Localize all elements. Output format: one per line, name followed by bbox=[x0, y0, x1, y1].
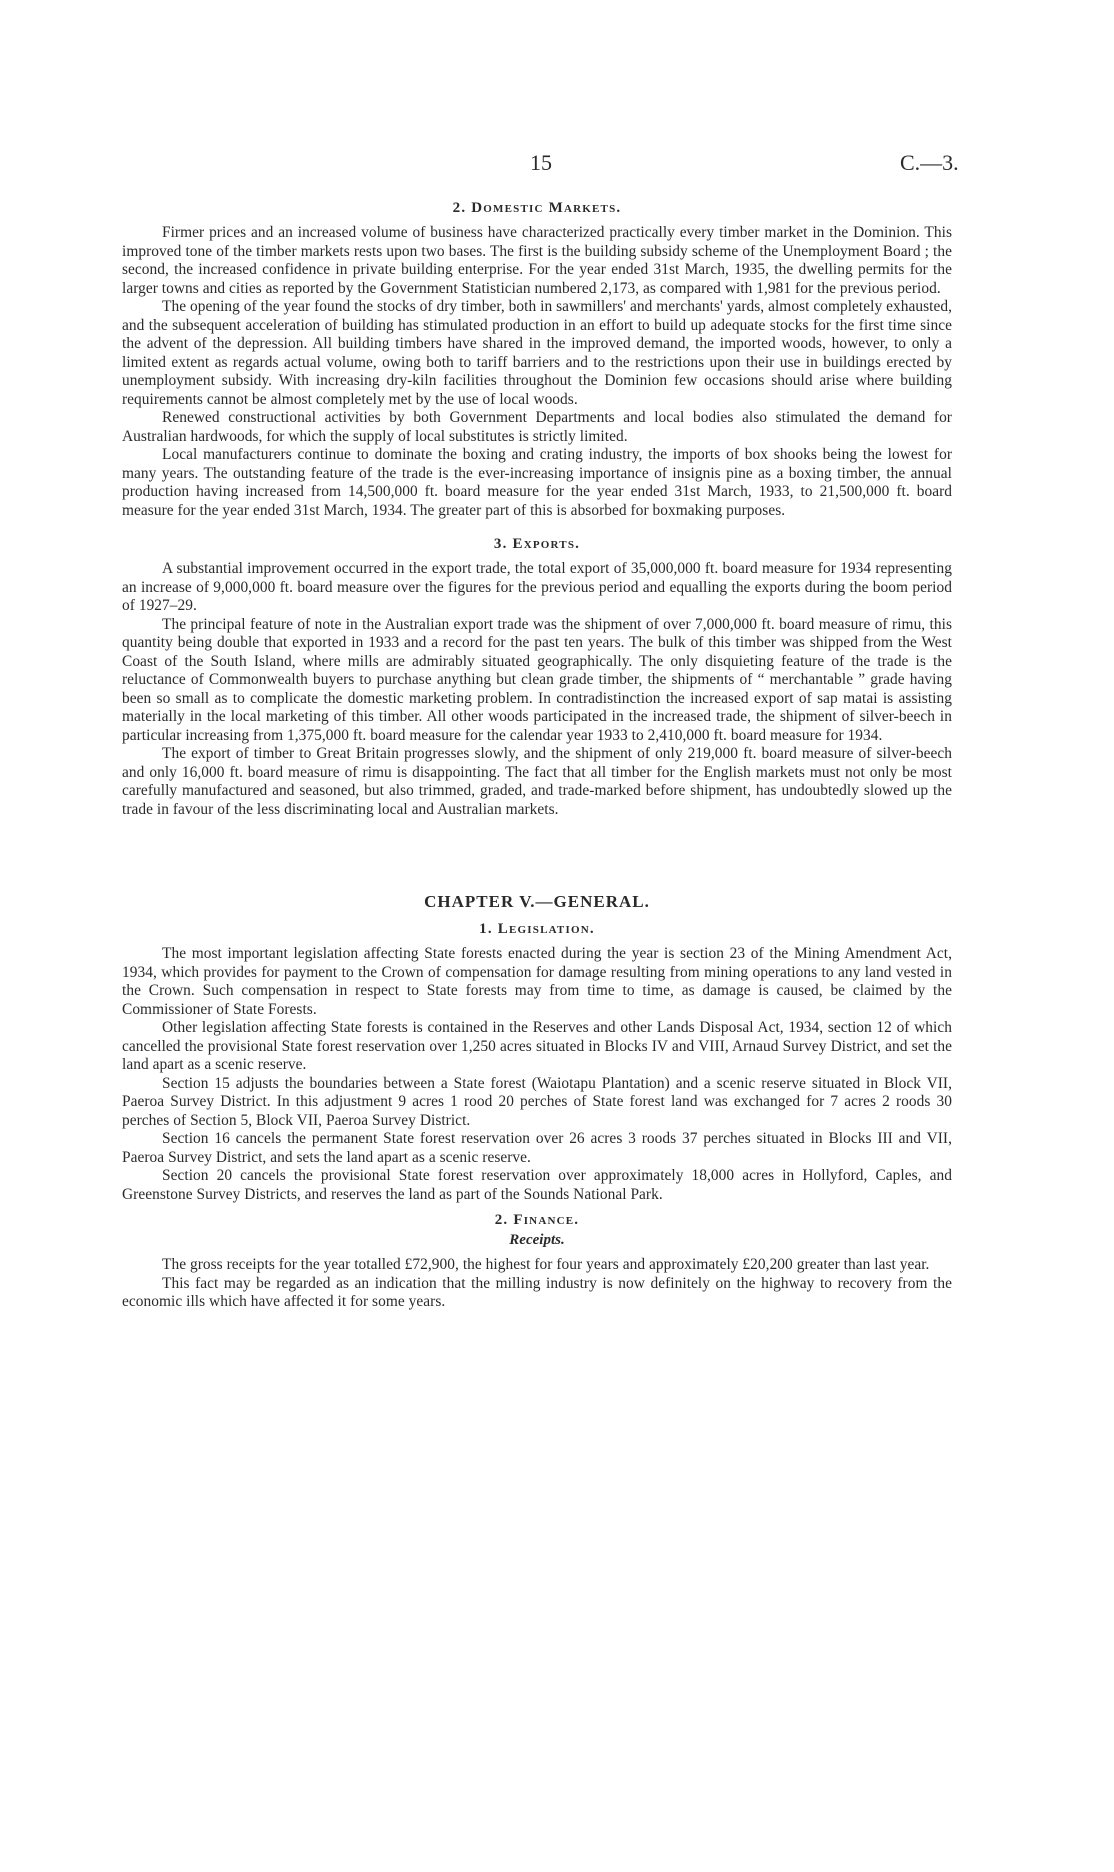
paragraph: A substantial improvement occurred in the export trade, the total export of 35,000,000 ft. board measure for 1934 representing an increase of 9,000,000 ft. board measure over the figures for the previous period and equalling the exports during the boom period of 1927–29. bbox=[122, 560, 952, 614]
paragraph: Renewed constructional activities by both Government Departments and local bodies also stimulated the demand for Australian hardwoods, for which the supply of local substitutes is strictly limited. bbox=[122, 409, 952, 445]
section-heading-exports: 3. Exports. bbox=[493, 536, 581, 552]
page-body bbox=[122, 198, 952, 1312]
paragraph: The principal feature of note in the Australian export trade was the shipment of over 7,000,000 ft. board measure of rimu, this quantity being double that exported in 1933 and a record for the past ten years. The bulk of this timber was shipped from the West Coast of the South Island, where mills are admirably situated geographically. The only disquieting feature of the trade is the reluctance of Commonwealth buyers to purchase anything but clean grade timber, the shipments of “ merchantable ” grade having been so small as to complicate the domestic marketing problem. In contradistinction the increased export of sap matai is assisting materially in the local marketing of this timber. All other woods participated in the increased trade, the shipment of silver-beech in particular increasing from 1,375,000 ft. board measure for the calendar year 1933 to 2,410,000 ft. board measure for 1934. bbox=[122, 615, 952, 744]
section-exports bbox=[122, 560, 952, 819]
paragraph: The gross receipts for the year totalled £72,900, the highest for four years and approximately £20,200 greater than last year. bbox=[162, 1256, 930, 1273]
paragraph: Local manufacturers continue to dominate the boxing and crating industry, the imports of box shooks being the lowest for many years. The outstanding feature of the trade is the ever-increasing importance of insignis pine as a boxing timber, the annual production having increased from 14,500,000 ft. board measure for the year ended 31st March, 1933, to 21,500,000 ft. board measure for the year ended 31st March, 1934. The greater part of this is absorbed for boxmaking purposes. bbox=[122, 446, 952, 519]
paragraph: Other legislation affecting State forests is contained in the Reserves and other Lands Disposal Act, 1934, section 12 of which cancelled the provisional State forest reservation over 1,250 acres situated in Blocks IV and VIII, Arnaud Survey District, and set the land apart as a scenic reserve. bbox=[122, 1019, 952, 1073]
section-finance bbox=[122, 1256, 952, 1312]
document-reference: C.—3. bbox=[900, 150, 959, 175]
paragraph: Firmer prices and an increased volume of business have characterized practically every timber market in the Dominion. This improved tone of the timber markets rests upon two bases. The first is the building subsidy scheme of the Unemployment Board ; the second, the increased confidence in private building enterprise. For the year ended 31st March, 1935, the dwelling permits for the larger towns and cities as reported by the Government Statistician numbered 2,173, as compared with 1,981 for the previous period. bbox=[122, 224, 952, 297]
paragraph: This fact may be regarded as an indication that the milling industry is now definitely on the highway to recovery from the economic ills which have affected it for some years. bbox=[122, 1274, 952, 1310]
paragraph: The export of timber to Great Britain progresses slowly, and the shipment of only 219,000 ft. board measure of silver-beech and only 16,000 ft. board measure of rimu is disappointing. The fact that all timber for the English markets must not only be most carefully manufactured and seasoned, but also trimmed, graded, and trade-marked before shipment, has undoubtedly slowed up the trade in favour of the less discriminating local and Australian markets. bbox=[122, 745, 952, 818]
paragraph: Section 20 cancels the provisional State forest reservation over approximately 18,000 acres in Hollyford, Caples, and Greenstone Survey Districts, and reserves the land as part of the Sounds National Park. bbox=[122, 1167, 952, 1203]
section-domestic-markets bbox=[122, 224, 952, 520]
section-legislation bbox=[122, 945, 952, 1204]
section-heading-legislation: 1. Legislation. bbox=[479, 921, 595, 937]
running-header bbox=[0, 150, 1114, 180]
section-heading-domestic-markets: 2. Domestic Markets. bbox=[452, 200, 622, 216]
section-heading-finance: 2. Finance. bbox=[494, 1212, 580, 1228]
paragraph: The most important legislation affecting State forests enacted during the year is section 23 of the Mining Amendment Act, 1934, which provides for payment to the Crown of compensation for damage resulting from mining operations to any land vested in the Crown. Such compensation in respect to State forests may from time to time, as damage is caused, be claimed by the Commissioner of State Forests. bbox=[122, 945, 952, 1018]
paragraph: Section 16 cancels the permanent State forest reservation over 26 acres 3 roods 37 perches situated in Blocks III and VII, Paeroa Survey District, and sets the land apart as a scenic reserve. bbox=[122, 1130, 952, 1166]
paragraph: The opening of the year found the stocks of dry timber, both in sawmillers' and merchants' yards, almost completely exhausted, and the subsequent acceleration of building has stimulated production in an effort to build up adequate stocks for the first time since the advent of the depression. All building timbers have shared in the improved demand, the imported woods, however, to only a limited extent as regards actual volume, owing both to tariff barriers and to the restrictions upon their use in buildings erected by unemployment subsidy. With increasing dry-kiln facilities throughout the Dominion few occasions should arise where building requirements cannot be almost completely met by the use of local woods. bbox=[122, 298, 952, 408]
subheading-receipts: Receipts. bbox=[509, 1232, 565, 1248]
paragraph: Section 15 adjusts the boundaries between a State forest (Waiotapu Plantation) and a scenic reserve situated in Block VII, Paeroa Survey District. In this adjustment 9 acres 1 rood 20 perches of State forest land was exchanged for 7 acres 2 roods 30 perches of Section 5, Block VII, Paeroa Survey District. bbox=[122, 1074, 952, 1129]
chapter-heading: CHAPTER V.—GENERAL. bbox=[424, 892, 650, 911]
page-number: 15 bbox=[530, 150, 552, 175]
